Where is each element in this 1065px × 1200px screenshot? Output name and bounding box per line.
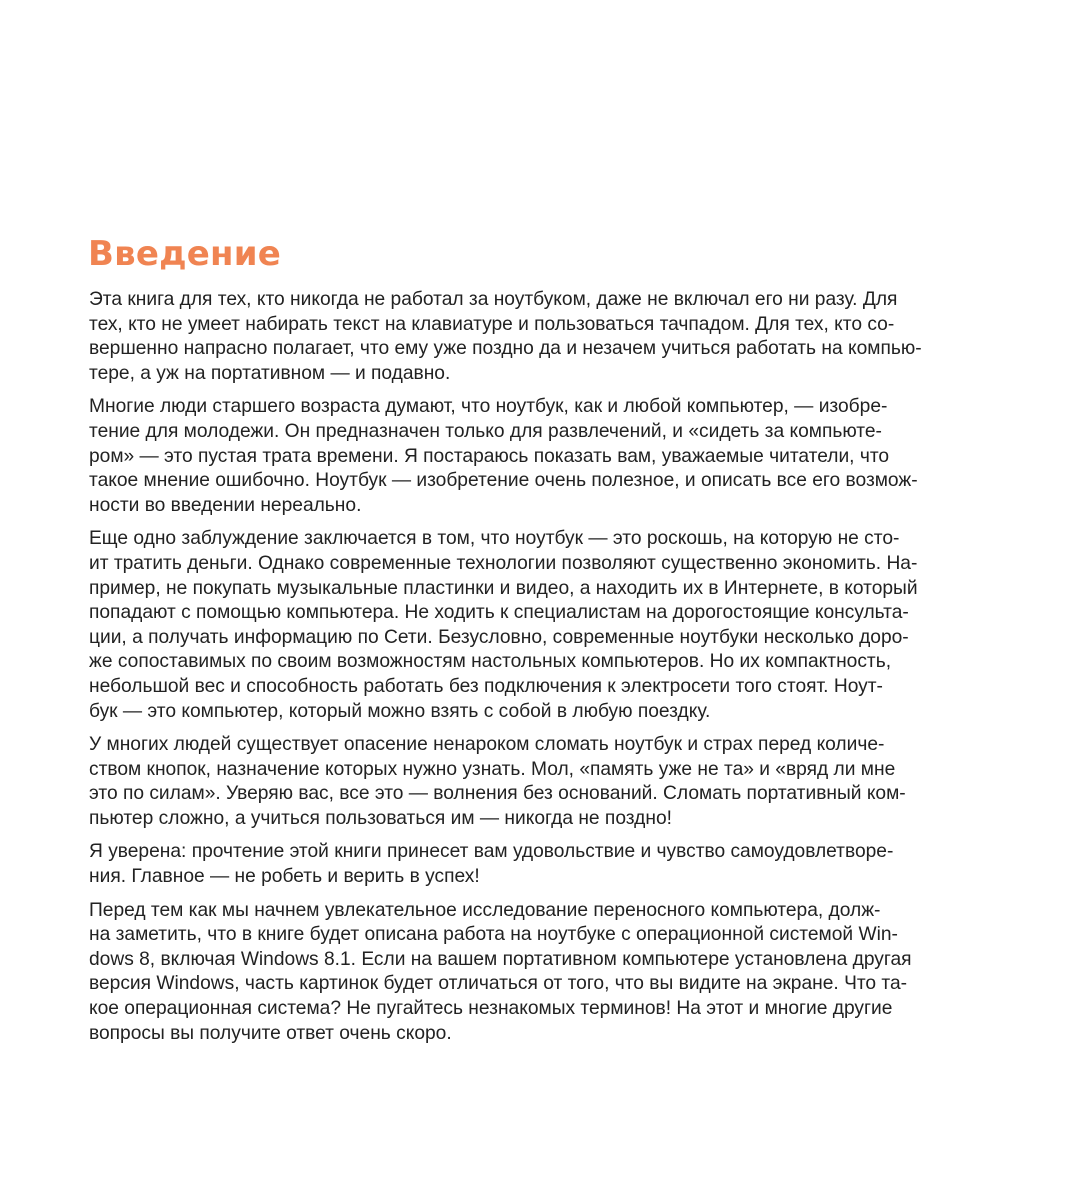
text-line: ством кнопок, назначение которых нужно узнать. Мол, «память уже не та» и «вряд ли мне <box>89 758 896 780</box>
text-line: У многих людей существует опасение ненароком сломать ноутбук и страх перед количе- <box>89 734 885 756</box>
text-line: версия Windows, часть картинок будет отличаться от того, что вы видите на экране. Что та- <box>89 973 908 995</box>
text-line: попадают с помощью компьютера. Не ходить к специалистам на дорогостоящие консульта- <box>89 602 909 624</box>
text-line: dows 8, включая Windows 8.1. Если на вашем портативном компьютере установлена другая <box>89 948 912 970</box>
text-line: вопросы вы получите ответ очень скоро. <box>89 1022 452 1044</box>
text-line: на заметить, что в книге будет описана работа на ноутбуке с операционной системой Win- <box>89 924 898 946</box>
text-line: ром» — это пустая трата времени. Я постараюсь показать вам, уважаемые читатели, что <box>89 445 890 467</box>
page-content <box>89 232 989 1055</box>
text-line: тех, кто не умеет набирать текст на клавиатуре и пользоваться тачпадом. Для тех, кто со- <box>89 313 895 335</box>
text-line: Многие люди старшего возраста думают, что ноутбук, как и любой компьютер, — изобре- <box>89 396 888 418</box>
text-line: тение для молодежи. Он предназначен только для развлечений, и «сидеть за компьюте- <box>89 420 882 442</box>
text-line: ния. Главное — не робеть и верить в успех! <box>89 866 480 888</box>
text-line: ит тратить деньги. Однако современные технологии позволяют существенно экономить. На- <box>89 552 918 574</box>
paragraph-2 <box>89 395 989 518</box>
text-line: такое мнение ошибочно. Ноутбук — изобретение очень полезное, и описать все его возмож- <box>89 470 918 492</box>
text-line: вершенно напрасно полагает, что ему уже поздно да и незачем учиться работать на компью- <box>89 338 922 360</box>
text-line: Еще одно заблуждение заключается в том, что ноутбук — это роскошь, на которую не сто- <box>89 528 900 550</box>
text-line: Я уверена: прочтение этой книги принесет вам удовольствие и чувство самоудовлетворе- <box>89 841 894 863</box>
text-line: бук — это компьютер, который можно взять с собой в любую поездку. <box>89 700 711 722</box>
text-line: кое операционная система? Не пугайтесь незнакомых терминов! На этот и многие другие <box>89 998 893 1020</box>
text-line: же сопоставимых по своим возможностям настольных компьютеров. Но их компактность, <box>89 651 892 673</box>
text-line: тере, а уж на портативном — и подавно. <box>89 362 451 384</box>
text-line: ности во введении нереально. <box>89 494 362 516</box>
paragraph-4 <box>89 733 989 831</box>
text-line: пример, не покупать музыкальные пластинки и видео, а находить их в Интернете, в который <box>89 577 918 599</box>
text-line: небольшой вес и способность работать без подключения к электросети того стоят. Ноут- <box>89 675 883 697</box>
text-line: Эта книга для тех, кто никогда не работал за ноутбуком, даже не включал его ни разу. Для <box>89 289 898 310</box>
paragraph-5 <box>89 840 989 889</box>
text-line: это по силам». Уверяю вас, все это — волнения без оснований. Сломать портативный ком- <box>89 783 906 805</box>
chapter-title: Введение <box>88 234 281 274</box>
text-line: Перед тем как мы начнем увлекательное исследование переносного компьютера, долж- <box>89 899 881 921</box>
text-line: пьютер сложно, а учиться пользоваться им — никогда не поздно! <box>89 807 672 829</box>
paragraph-3 <box>89 527 989 724</box>
paragraph-1 <box>89 288 989 386</box>
paragraph-6 <box>89 899 989 1047</box>
text-line: ции, а получать информацию по Сети. Безусловно, современные ноутбуки несколько доро- <box>89 626 909 648</box>
